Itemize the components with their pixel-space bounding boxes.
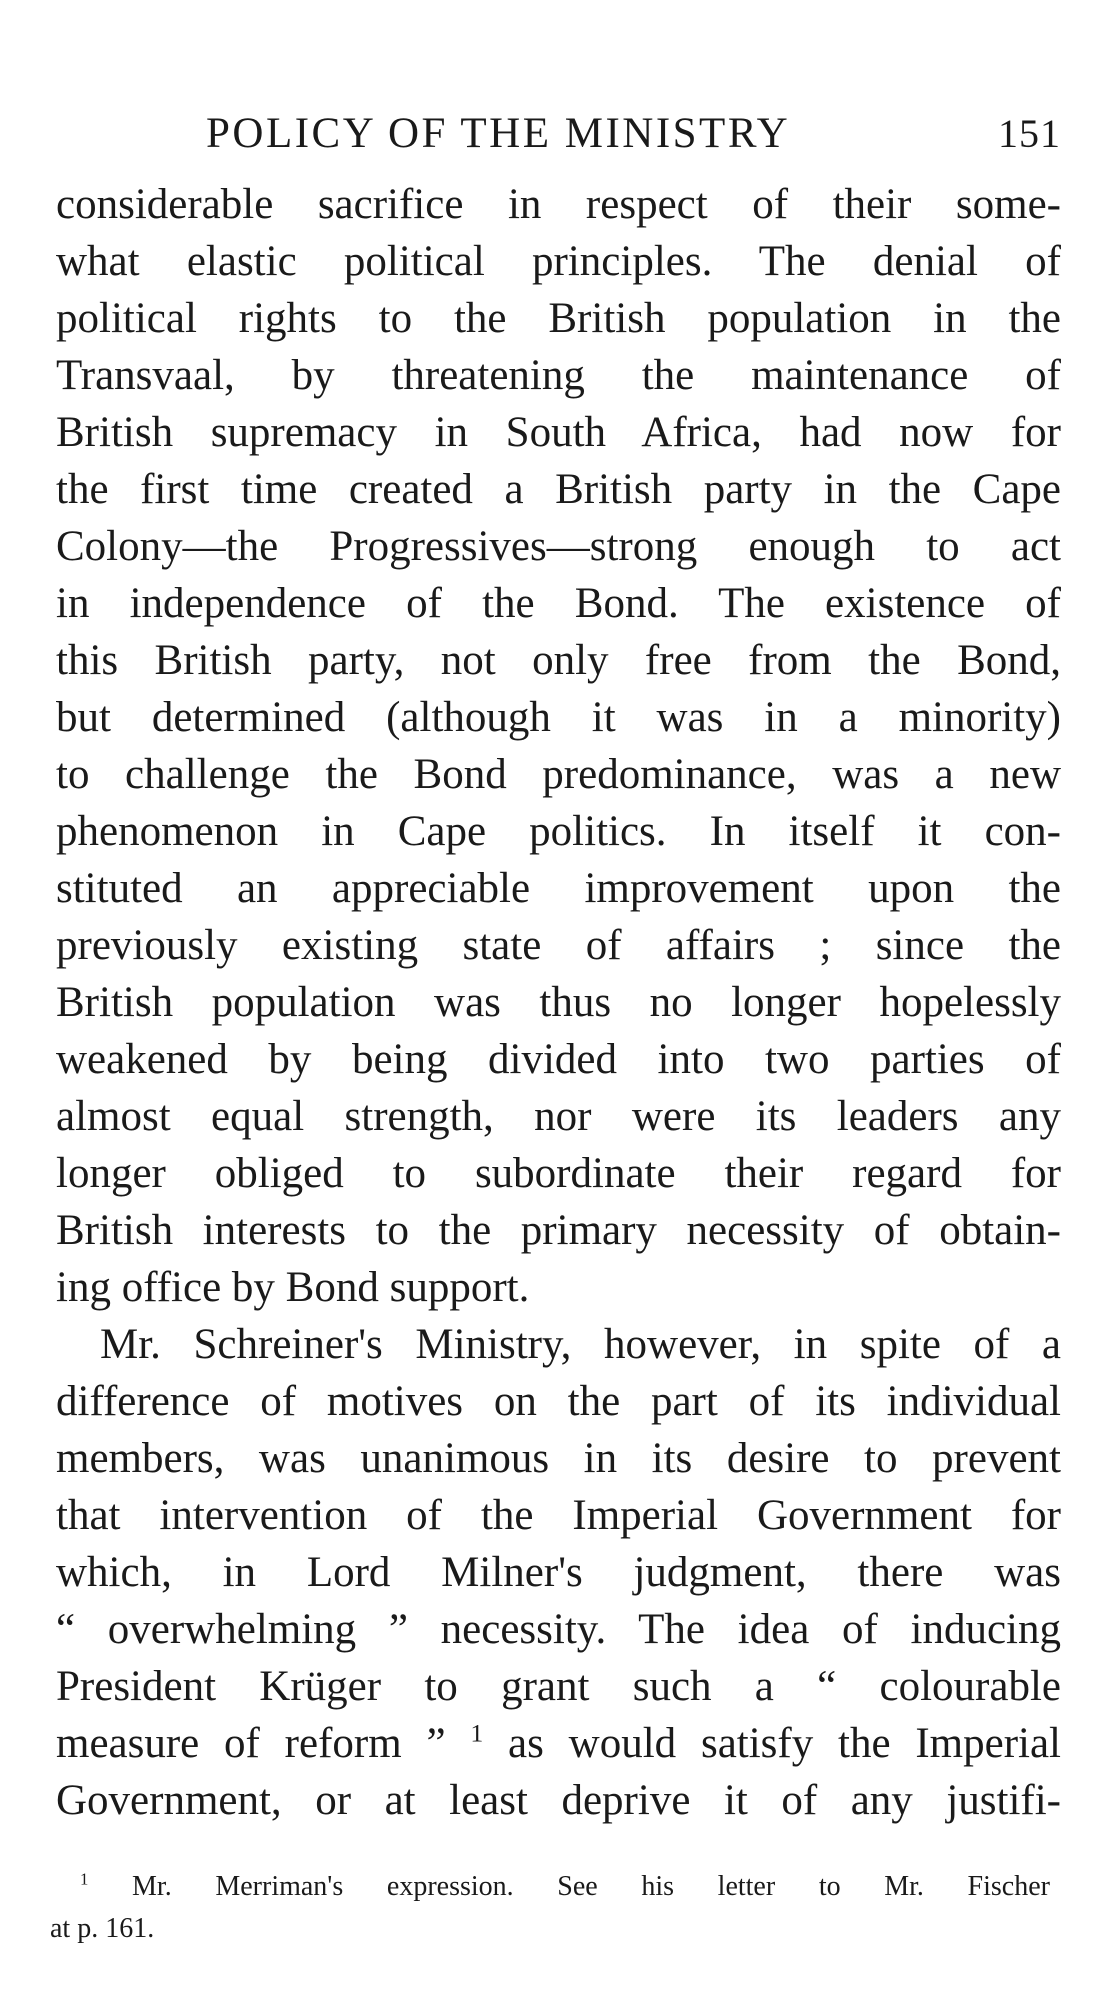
running-head [206, 104, 1061, 164]
text-segment: measure of reform ” [56, 1720, 446, 1767]
text-line: stituted an appreciable improvement upon the [56, 865, 1061, 912]
text-line: weakened by being divided into two parties of [56, 1036, 1061, 1083]
text-line: British interests to the primary necessity of obtain- [56, 1207, 1061, 1254]
text-line: considerable sacrifice in respect of their some- [56, 181, 1061, 228]
text-line: Colony—the Progressives—strong enough to act [56, 523, 1061, 570]
text-line: political rights to the British population in the [56, 295, 1061, 342]
text-line: Government, or at least deprive it of any justifi- [56, 1777, 1061, 1824]
text-line: Transvaal, by threatening the maintenance of [56, 352, 1061, 399]
text-line: to challenge the Bond predominance, was a new [56, 751, 1061, 798]
text-line: almost equal strength, nor were its leaders any [56, 1093, 1061, 1140]
text-line: members, was unanimous in its desire to prevent [56, 1435, 1061, 1482]
footnote [50, 1866, 1050, 1950]
text-line: British supremacy in South Africa, had now for [56, 409, 1061, 456]
text-line: Mr. Schreiner's Ministry, however, in spite of a [100, 1321, 1061, 1368]
text-line: that intervention of the Imperial Government for [56, 1492, 1061, 1539]
text-line: what elastic political principles. The denial of [56, 238, 1061, 285]
text-segment: as would satisfy the Imperial [508, 1720, 1061, 1767]
footnote-marker: 1 [80, 1869, 89, 1889]
text-line: in independence of the Bond. The existence of [56, 580, 1061, 627]
text-line: which, in Lord Milner's judgment, there was [56, 1549, 1061, 1596]
footnote-reference: 1 [470, 1718, 484, 1748]
footnote-line: at p. 161. [50, 1913, 155, 1944]
text-line: phenomenon in Cape politics. In itself it con- [56, 808, 1061, 855]
text-line: the first time created a British party in the Cape [56, 466, 1061, 513]
text-line: ing office by Bond support. [56, 1264, 530, 1311]
text-line-with-footnote-ref [56, 1715, 1061, 1772]
text-line: President Krüger to grant such a “ colourable [56, 1663, 1061, 1710]
text-line: but determined (although it was in a minority) [56, 694, 1061, 741]
text-line: difference of motives on the part of its individual [56, 1378, 1061, 1425]
text-line: this British party, not only free from the Bond, [56, 637, 1061, 684]
footnote-line [50, 1866, 1050, 1908]
text-line: longer obliged to subordinate their regard for [56, 1150, 1061, 1197]
page-number: 151 [998, 111, 1061, 156]
text-line: British population was thus no longer hopelessly [56, 979, 1061, 1026]
text-line: “ overwhelming ” necessity. The idea of inducing [56, 1606, 1061, 1653]
running-title: POLICY OF THE MINISTRY [206, 110, 791, 157]
body-text [56, 176, 1061, 1829]
footnote-text: Mr. Merriman's expression. See his letter to Mr. Fischer [132, 1871, 1050, 1902]
text-line: previously existing state of affairs ; since the [56, 922, 1061, 969]
